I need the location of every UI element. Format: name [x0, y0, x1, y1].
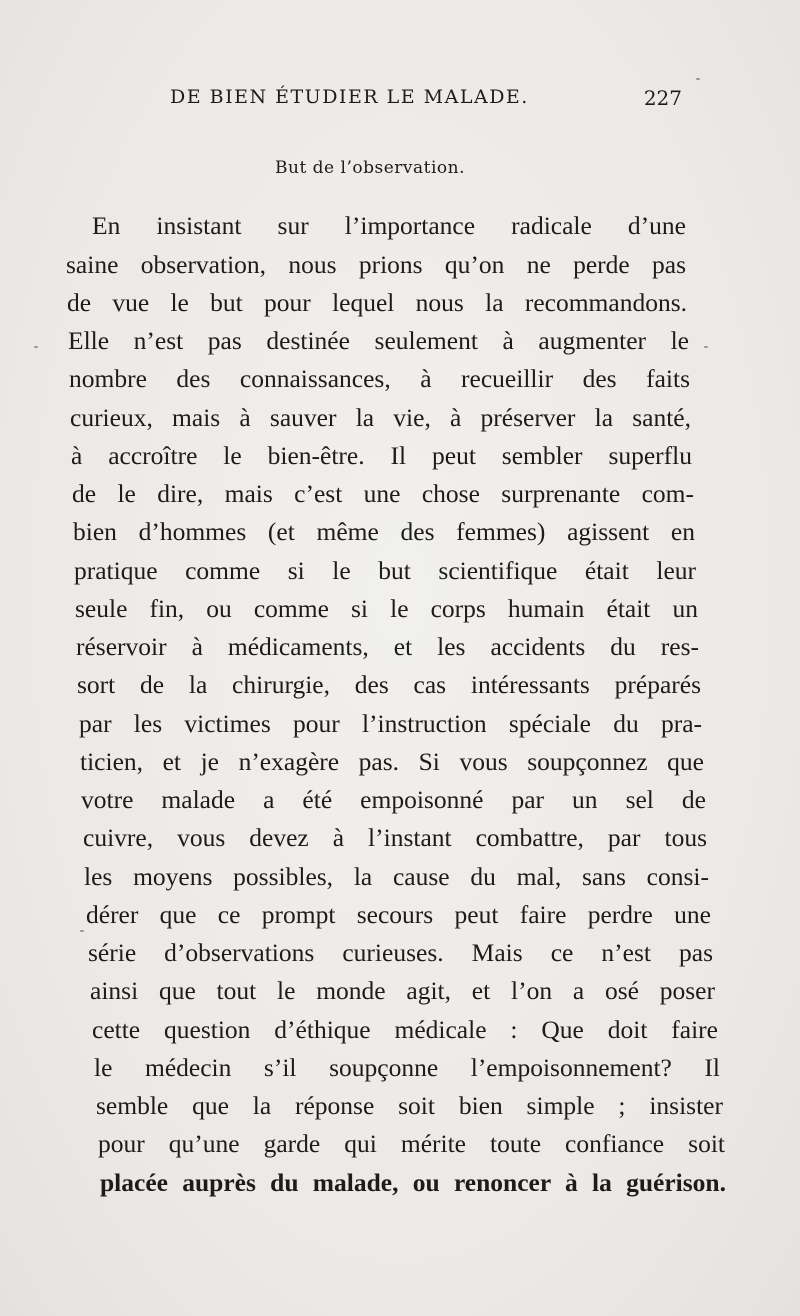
text-line: votre malade a été empoisonné par un sel de: [81, 785, 706, 814]
text-line: cuivre, vous devez à l’instant combattre, par tous: [83, 823, 707, 852]
text-line: réservoir à médicaments, et les accidents du res-: [76, 632, 699, 661]
text-line: placée auprès du malade, ou renoncer à la guérison.: [100, 1168, 726, 1197]
paper-speck: [34, 346, 38, 348]
text-line: à accroître le bien-être. Il peut sembler superflu: [71, 441, 692, 470]
text-line: curieux, mais à sauver la vie, à préserver la santé,: [70, 403, 691, 432]
text-line: ainsi que tout le monde agit, et l’on a osé poser: [90, 976, 715, 1005]
text-line: bien d’hommes (et même des femmes) agissent en: [73, 517, 695, 546]
text-line: saine observation, nous prions qu’on ne perde pas: [66, 250, 686, 279]
running-title: DE BIEN ÉTUDIER LE MALADE.: [170, 86, 529, 108]
text-line: cette question d’éthique médicale : Que doit faire: [92, 1015, 718, 1044]
text-line: pour qu’une garde qui mérite toute confiance soit: [98, 1129, 725, 1158]
text-line: par les victimes pour l’instruction spéciale du pra-: [79, 709, 702, 738]
paper-speck: [696, 78, 700, 80]
text-line: sort de la chirurgie, des cas intéressants préparés: [77, 670, 701, 699]
text-line: de le dire, mais c’est une chose surprenante com-: [72, 479, 694, 508]
page-number: 227: [643, 86, 682, 110]
text-line: les moyens possibles, la cause du mal, sans consi-: [84, 862, 709, 891]
paper-speck: [80, 930, 84, 932]
text-line: seule fin, ou comme si le corps humain était un: [75, 594, 698, 623]
text-line: En insistant sur l’importance radicale d’une: [92, 211, 686, 240]
text-line: semble que la réponse soit bien simple ; insister: [96, 1091, 723, 1120]
section-heading: But de l’observation.: [275, 158, 465, 178]
text-line: de vue le but pour lequel nous la recommandons.: [67, 288, 687, 317]
paper-speck: [704, 346, 708, 348]
text-line: dérer que ce prompt secours peut faire perdre une: [86, 900, 711, 929]
text-line: le médecin s’il soupçonne l’empoisonnement? Il: [94, 1053, 720, 1082]
text-line: série d’observations curieuses. Mais ce n’est pas: [88, 938, 713, 967]
text-line: nombre des connaissances, à recueillir des faits: [69, 364, 690, 393]
text-line: pratique comme si le but scientifique était leur: [74, 556, 696, 585]
text-line: ticien, et je n’exagère pas. Si vous soupçonnez que: [80, 747, 704, 776]
text-line: Elle n’est pas destinée seulement à augmenter le: [68, 326, 689, 355]
